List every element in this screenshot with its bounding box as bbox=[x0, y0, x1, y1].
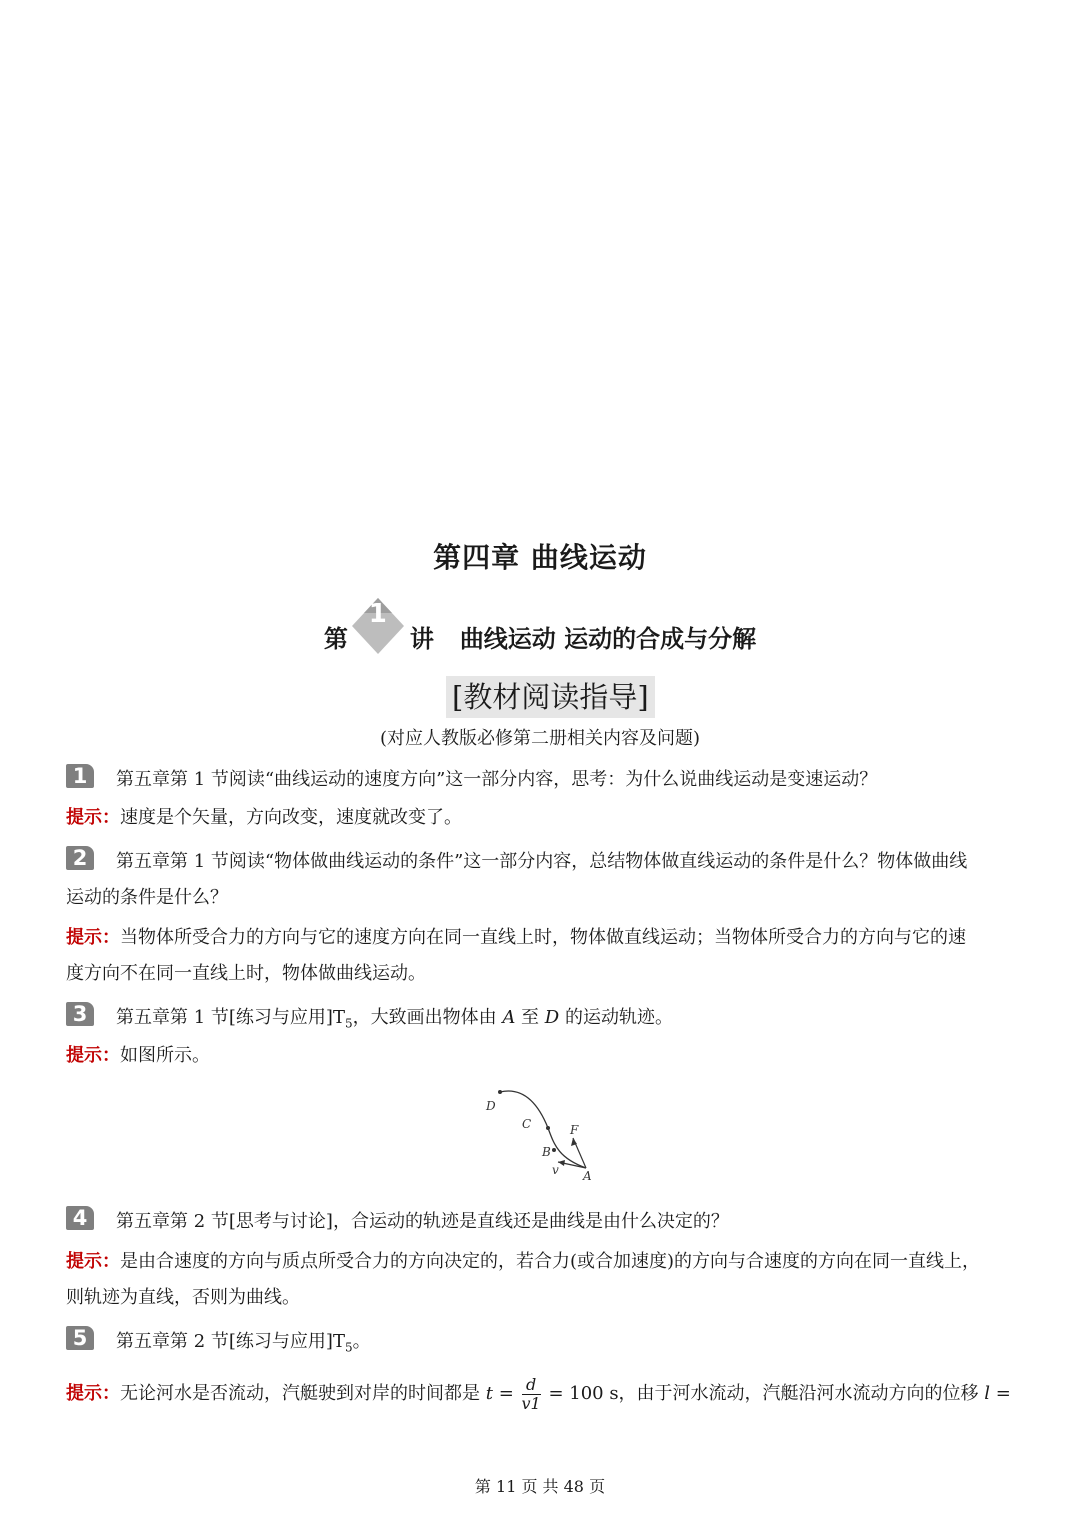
lecture-number: 1 bbox=[368, 599, 387, 629]
question-text bbox=[116, 1000, 673, 1042]
hint-paragraph bbox=[66, 1244, 1036, 1280]
velocity-arrowhead-icon bbox=[558, 1160, 565, 1166]
hint-paragraph bbox=[66, 800, 1026, 836]
fraction-numerator: d bbox=[522, 1376, 541, 1395]
point-d-dot bbox=[498, 1090, 502, 1094]
hint-text-line-2: 度方向不在同一直线上时，物体做曲线运动。 bbox=[66, 963, 426, 984]
figure-label-f: F bbox=[570, 1123, 579, 1137]
figure-label-a: A bbox=[583, 1169, 592, 1183]
lecture-suffix: 讲 bbox=[409, 625, 434, 653]
equals-sign: = bbox=[492, 1383, 520, 1404]
question-text-part: 第五章第 2 节[练习与应用]T bbox=[116, 1331, 345, 1352]
question-text-part: 至 bbox=[515, 1007, 545, 1028]
hint-text-part: = 100 s，由于河水流动，汽艇沿河水流动方向的位移 bbox=[542, 1383, 985, 1404]
chapter-title: 第四章 曲线运动 bbox=[433, 541, 647, 574]
fraction bbox=[522, 1376, 541, 1413]
question-text-line-2: 运动的条件是什么？ bbox=[66, 887, 228, 908]
hint-text-line-1: 当物体所受合力的方向与它的速度方向在同一直线上时，物体做直线运动；当物体所受合力的方向与它的速 bbox=[120, 927, 966, 948]
point-label: D bbox=[544, 1007, 560, 1028]
page-footer: 第 11 页 共 48 页 bbox=[474, 1477, 606, 1496]
hint-label: 提示： bbox=[66, 807, 120, 828]
lecture-title-row bbox=[0, 596, 1080, 660]
figure-label-d: D bbox=[486, 1099, 496, 1113]
hint-text-part: 无论河水是否流动，汽艇驶到对岸的时间都是 bbox=[120, 1383, 486, 1404]
section-title: [教材阅读指导] bbox=[446, 676, 655, 718]
trajectory-figure bbox=[478, 1082, 608, 1186]
point-c-dot bbox=[546, 1126, 550, 1130]
section-subtitle: (对应人教版必修第二册相关内容及问题) bbox=[379, 728, 701, 749]
question-text-part: 。 bbox=[352, 1331, 371, 1352]
figure-label-b: B bbox=[542, 1145, 551, 1159]
figure-label-v: v bbox=[552, 1163, 559, 1177]
hint-text-line-1: 是由合速度的方向与质点所受合力的方向决定的，若合力(或合加速度)的方向与合速度的方向在同一直线上， bbox=[120, 1251, 981, 1272]
question-text bbox=[116, 1324, 371, 1366]
figure-label-c: C bbox=[522, 1117, 532, 1131]
question-text: 第五章第 2 节[思考与讨论]，合运动的轨迹是直线还是曲线是由什么决定的？ bbox=[116, 1211, 729, 1232]
question-text-part: ，大致画出物体由 bbox=[352, 1007, 503, 1028]
hint-label: 提示： bbox=[66, 927, 120, 948]
variable-t: t bbox=[485, 1383, 493, 1404]
question-number-badge: 2 bbox=[66, 846, 94, 870]
subscript: 5 bbox=[344, 1340, 353, 1355]
variable-l: l bbox=[984, 1383, 991, 1404]
hint-paragraph bbox=[66, 1038, 1026, 1074]
lecture-number-badge bbox=[350, 596, 408, 660]
lecture-prefix: 第 bbox=[323, 625, 348, 653]
question-number-badge: 5 bbox=[66, 1326, 94, 1350]
hint-text: 速度是个矢量，方向改变，速度就改变了。 bbox=[120, 807, 462, 828]
question-text: 第五章第 1 节阅读“曲线运动的速度方向”这一部分内容，思考：为什么说曲线运动是变速运动？ bbox=[116, 769, 878, 790]
hint-text-line-2: 则轨迹为直线，否则为曲线。 bbox=[66, 1287, 300, 1308]
question-number-badge: 1 bbox=[66, 764, 94, 788]
question-text-part: 的运动轨迹。 bbox=[559, 1007, 673, 1028]
hint-label: 提示： bbox=[66, 1383, 120, 1404]
fraction-denominator: v1 bbox=[521, 1393, 541, 1413]
point-b-dot bbox=[552, 1148, 556, 1152]
subscript: 5 bbox=[344, 1016, 353, 1031]
lecture-title: 曲线运动 运动的合成与分解 bbox=[459, 625, 757, 653]
question-number-badge: 3 bbox=[66, 1002, 94, 1026]
hint-paragraph bbox=[66, 920, 1026, 956]
question-text-part: 第五章第 1 节[练习与应用]T bbox=[116, 1007, 345, 1028]
hint-text: 如图所示。 bbox=[120, 1045, 210, 1066]
equals-sign: = bbox=[990, 1383, 1011, 1404]
hint-label: 提示： bbox=[66, 1251, 120, 1272]
hint-paragraph bbox=[66, 1372, 1046, 1416]
question-text-line-1: 第五章第 1 节阅读“物体做曲线运动的条件”这一部分内容，总结物体做直线运动的条件是什么？物体做曲线 bbox=[116, 851, 968, 872]
point-label: A bbox=[502, 1007, 516, 1028]
hint-label: 提示： bbox=[66, 1045, 120, 1066]
question-number-badge: 4 bbox=[66, 1206, 94, 1230]
